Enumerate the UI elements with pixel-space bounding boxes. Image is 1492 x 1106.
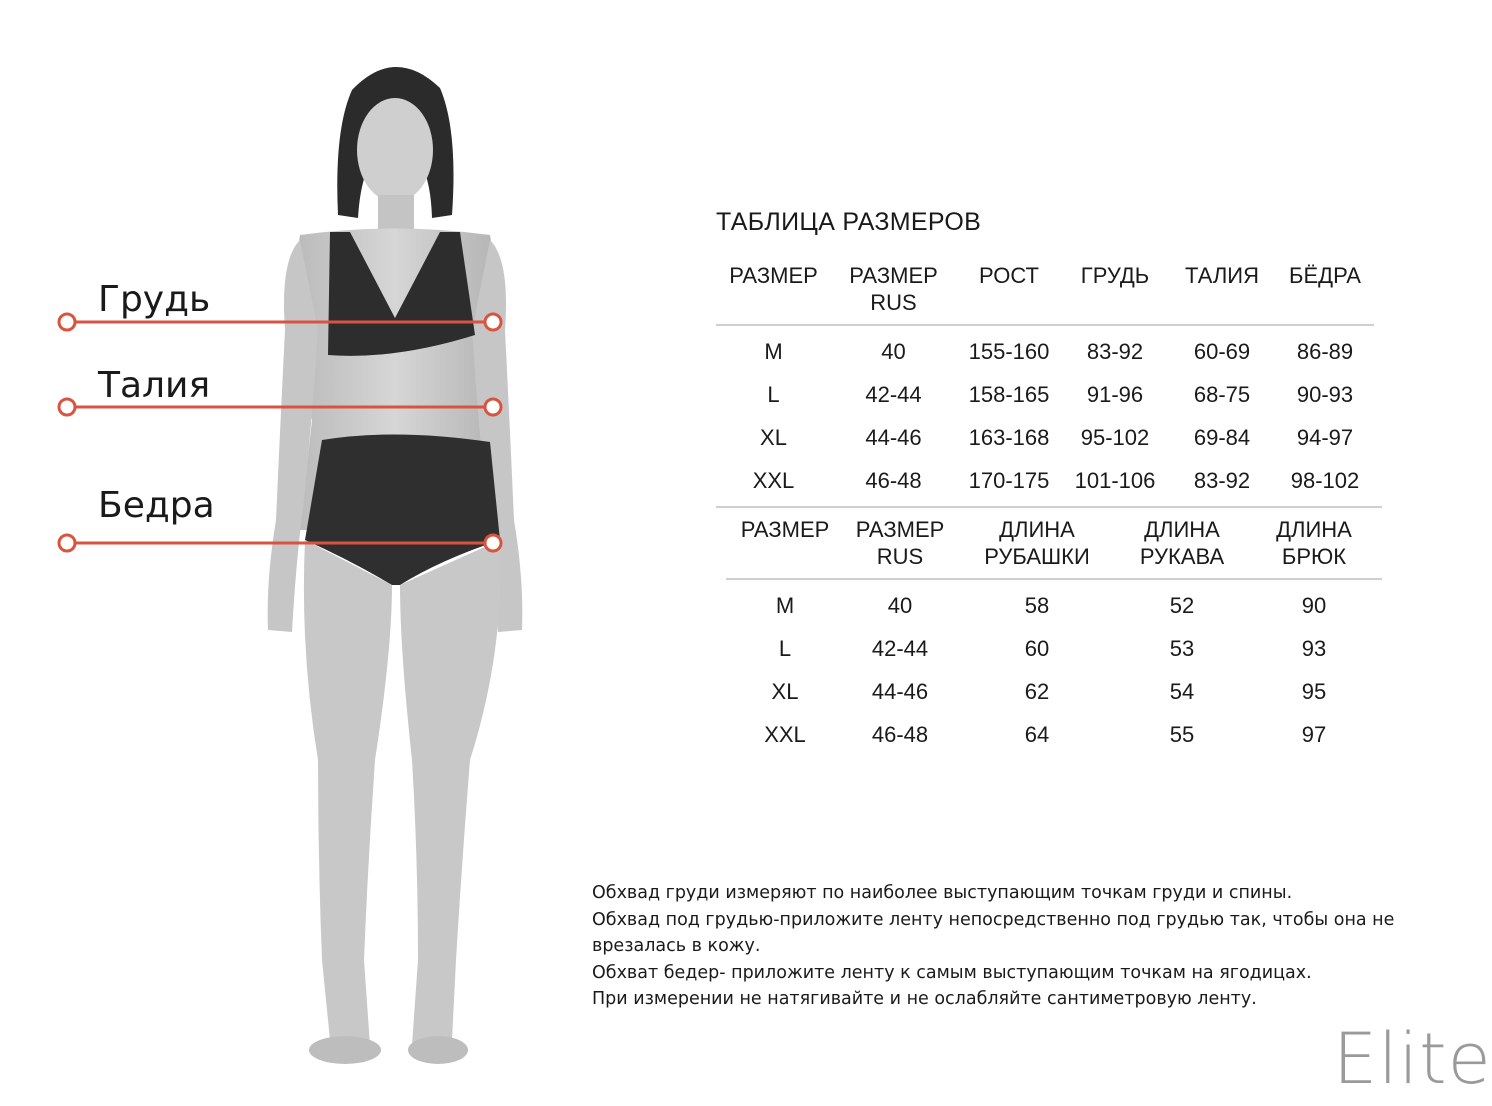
cell-waist: 69-84 — [1193, 424, 1251, 450]
cell-size-rus: 46-48 — [865, 467, 922, 493]
header-size: РАЗМЕР — [740, 517, 830, 542]
cell-shirt-length: 62 — [1024, 678, 1050, 704]
cell-waist: 60-69 — [1193, 338, 1251, 364]
cell-size: XL — [760, 424, 787, 450]
cell-shirt-length: 64 — [1024, 721, 1050, 747]
cell-height: 155-160 — [968, 338, 1050, 364]
cell-chest: 91-96 — [1086, 381, 1144, 407]
cell-size-rus: 46-48 — [871, 721, 929, 747]
size-table-body-measurements — [716, 262, 1374, 502]
table-row — [716, 416, 1374, 459]
cell-height: 170-175 — [968, 467, 1050, 493]
cell-size: M — [775, 592, 795, 618]
header-size-rus: РАЗМЕР RUS — [855, 517, 945, 569]
table-row — [726, 579, 1382, 627]
header-chest: ГРУДЬ — [1080, 263, 1150, 288]
cell-size: XXL — [752, 467, 795, 493]
model-figure — [0, 0, 600, 1106]
note-tape: При измерении не натягивайте и не ослабляйте сантиметровую ленту. — [592, 989, 1257, 1009]
table-row — [726, 670, 1382, 713]
cell-size-rus: 42-44 — [871, 635, 929, 661]
cell-size: XL — [771, 678, 799, 704]
size-table-garment-lengths — [726, 516, 1382, 756]
cell-height: 158-165 — [968, 381, 1050, 407]
cell-sleeve-length: 54 — [1169, 678, 1195, 704]
cell-chest: 95-102 — [1080, 424, 1150, 450]
waist-label: Талия — [98, 365, 211, 406]
cell-size-rus: 40 — [887, 592, 913, 618]
note-hips: Обхват бедер- приложите ленту к самым выступающим точкам на ягодицах. — [592, 962, 1312, 983]
header-size: РАЗМЕР — [729, 263, 818, 288]
table-row — [726, 713, 1382, 756]
cell-shirt-length: 58 — [1024, 592, 1050, 618]
note-underbust: Обхвад под грудью-приложите ленту непосредственно под грудью так, чтобы она не врезалась в кожу. — [592, 909, 1395, 956]
cell-height: 163-168 — [968, 424, 1050, 450]
brand-logo: Elite — [1333, 1018, 1492, 1100]
cell-hips: 86-89 — [1296, 338, 1354, 364]
cell-size: M — [764, 338, 783, 364]
cell-size-rus: 44-46 — [871, 678, 929, 704]
size-table-title: ТАБЛИЦА РАЗМЕРОВ — [716, 208, 982, 236]
cell-waist: 83-92 — [1193, 467, 1251, 493]
cell-shirt-length: 60 — [1024, 635, 1050, 661]
note-chest: Обхвад груди измеряют по наиболее выступающим точкам груди и спины. — [592, 883, 1293, 903]
measurement-notes — [592, 880, 1432, 1013]
cell-size: L — [778, 635, 792, 661]
cell-size-rus: 42-44 — [865, 381, 922, 407]
cell-size: L — [767, 381, 780, 407]
chest-label: Грудь — [98, 279, 211, 320]
hips-label: Бедра — [98, 485, 215, 526]
header-sleeve-length: ДЛИНА РУКАВА — [1139, 517, 1225, 569]
model-photo — [0, 0, 600, 1106]
cell-size: XXL — [764, 721, 806, 747]
table-row — [726, 627, 1382, 670]
cell-hips: 98-102 — [1290, 467, 1360, 493]
cell-trousers-length: 93 — [1301, 635, 1327, 661]
header-hips: БЁДРА — [1289, 263, 1361, 288]
table-header-row — [726, 516, 1382, 579]
header-shirt-length: ДЛИНА РУБАШКИ — [984, 517, 1090, 569]
cell-sleeve-length: 52 — [1169, 592, 1195, 618]
cell-size-rus: 44-46 — [865, 424, 922, 450]
cell-waist: 68-75 — [1193, 381, 1251, 407]
table-divider — [716, 506, 1382, 508]
table-row — [716, 373, 1374, 416]
header-height: РОСТ — [979, 263, 1039, 288]
header-size-rus: РАЗМЕР RUS — [849, 263, 938, 315]
header-trousers-length: ДЛИНА БРЮК — [1276, 517, 1352, 569]
cell-trousers-length: 95 — [1301, 678, 1327, 704]
cell-chest: 83-92 — [1086, 338, 1144, 364]
cell-chest: 101-106 — [1074, 467, 1156, 493]
cell-size-rus: 40 — [881, 338, 906, 364]
table-row — [716, 459, 1374, 502]
cell-trousers-length: 97 — [1301, 721, 1327, 747]
table-row — [716, 325, 1374, 373]
cell-hips: 94-97 — [1296, 424, 1354, 450]
cell-hips: 90-93 — [1296, 381, 1354, 407]
cell-trousers-length: 90 — [1301, 592, 1327, 618]
cell-sleeve-length: 53 — [1169, 635, 1195, 661]
table-header-row — [716, 262, 1374, 325]
header-waist: ТАЛИЯ — [1184, 263, 1259, 288]
cell-sleeve-length: 55 — [1169, 721, 1195, 747]
